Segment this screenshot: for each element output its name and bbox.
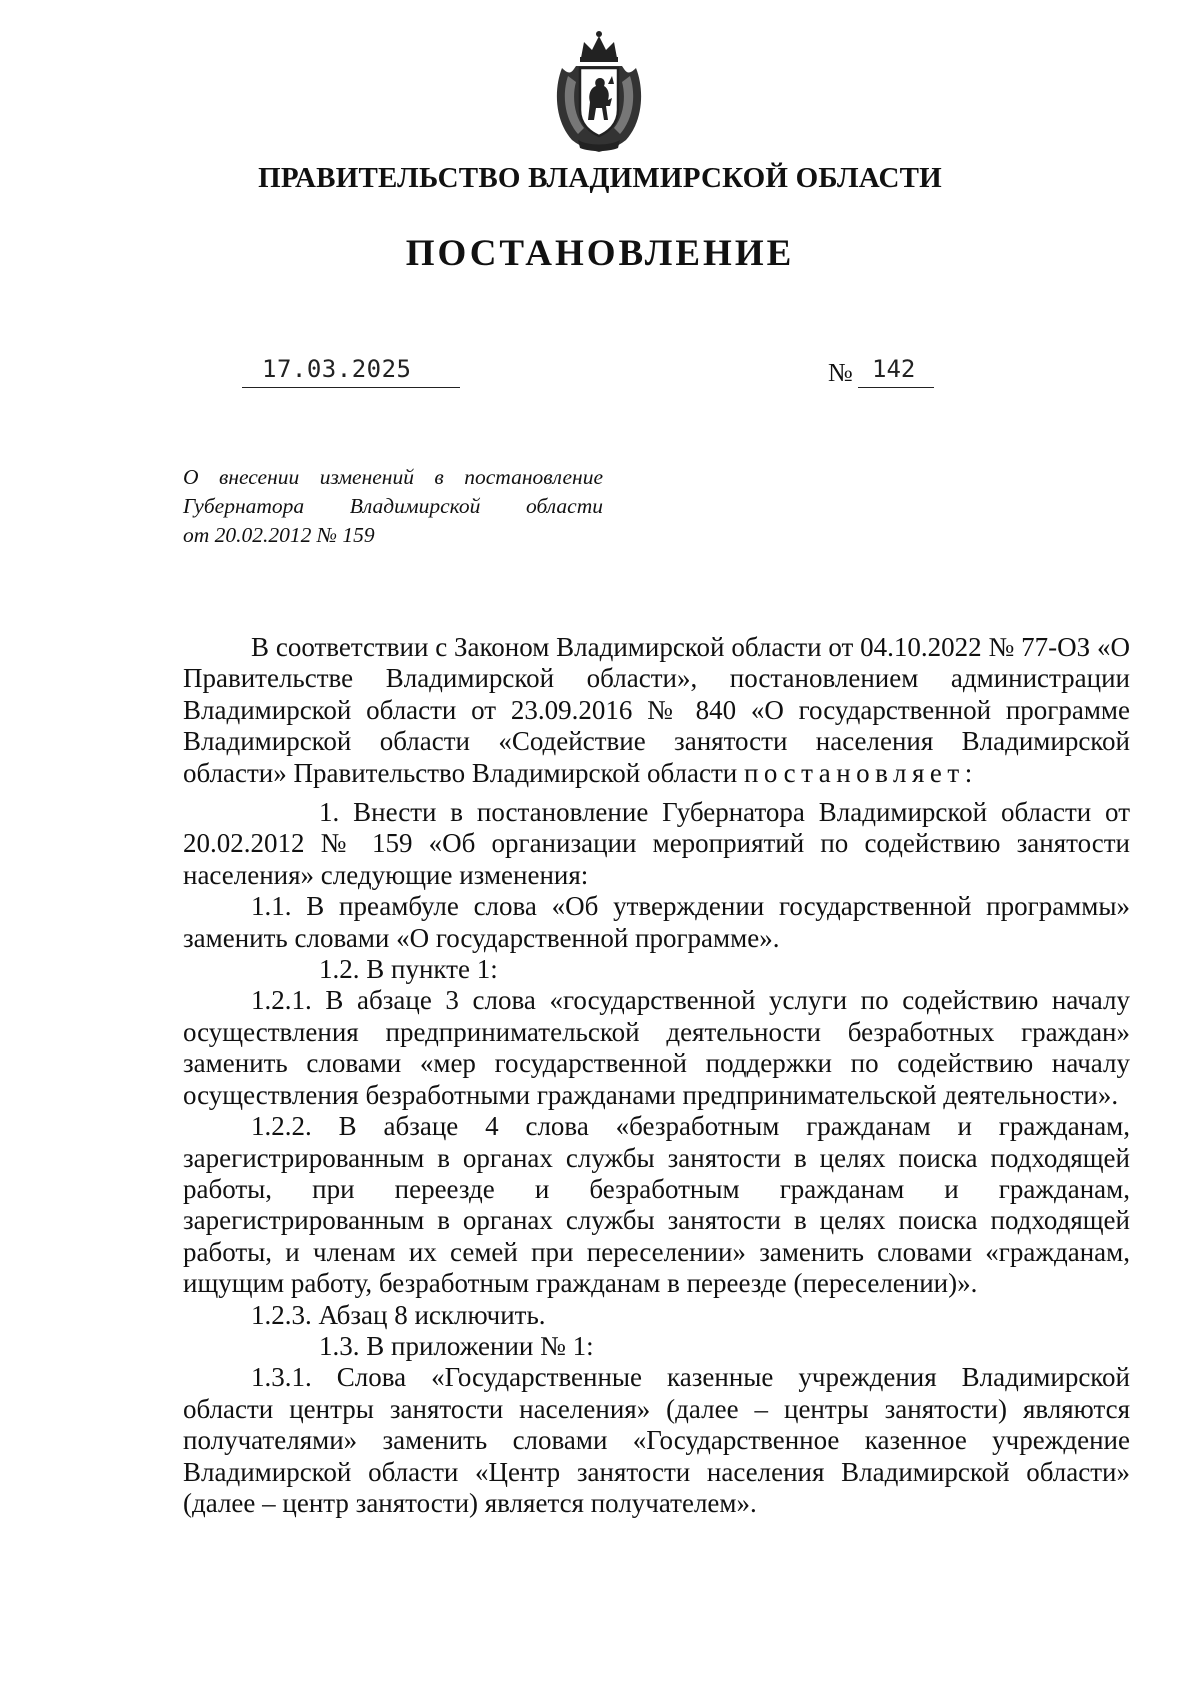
document-subject (183, 463, 603, 550)
preamble-verb: постановляет: (743, 757, 978, 788)
coat-of-arms-icon (548, 28, 650, 156)
clause-text: В абзаце 4 слова «безработным гражданам и гражданам, зарегистрированным в органах службы занятости в целях поиска подходящей работы, при переезде и безработным гражданам и гражданам, зарегистрированным в органах службы занятости в целях поиска подходящей работы, и членам их семей при переселении» заменить словами «гражданам, ищущим работу, безработным гражданам в переезде (переселении)». (183, 1111, 1131, 1299)
clause-number: 1.2. (319, 954, 360, 985)
preamble-paragraph (183, 632, 1130, 789)
clause-text: Внести в постановление Губернатора Владимирской области от 20.02.2012 № 159 «Об организации мероприятий по содействию занятости населения» следующие изменения: (183, 797, 1130, 890)
clause-paragraph (183, 891, 1130, 954)
clause-paragraph (183, 797, 1130, 891)
date-underline (242, 387, 460, 388)
clause-paragraph (183, 1300, 1130, 1331)
clause-text: Слова «Государственные казенные учреждения Владимирской области центры занятости населения» (далее – центры занятости) являются получателями» заменить словами «Государственное казенное учреждение Владимирской области «Центр занятости населения Владимирской области» (далее – центр занятости) является получателем». (183, 1362, 1130, 1518)
clause-number: 1.1. (251, 891, 292, 922)
clause-text: В пункте 1: (366, 954, 498, 985)
clause-paragraph (183, 1362, 1130, 1519)
clause-paragraph (183, 1331, 1130, 1362)
number-sign: № (828, 358, 853, 387)
clause-paragraph (183, 954, 1130, 985)
clause-number: 1.3.1. (251, 1362, 312, 1393)
subject-line: Губернатора Владимирской области (183, 494, 603, 518)
clause-number: 1.2.2. (251, 1111, 312, 1142)
clause-text: В абзаце 3 слова «государственной услуги по содействию началу осуществления предпринимательской деятельности безработных граждан» заменить словами «мер государственной поддержки по содействию началу осуществления безработными гражданами предпринимательской деятельности». (183, 985, 1130, 1110)
document-type-title: ПОСТАНОВЛЕНИЕ (405, 233, 795, 274)
clause-number: 1.3. (319, 1330, 360, 1361)
subject-line: от 20.02.2012 № 159 (183, 523, 375, 547)
clause-paragraph (183, 985, 1130, 1111)
document-date: 17.03.2025 (262, 355, 412, 383)
preamble-text: В соответствии с Законом Владимирской области от 04.10.2022 № 77-ОЗ «О Правительстве Владимирской области», постановлением администрации Владимирской области от 23.09.2016 № 840 «О государственной программе Владимирской области «Содействие занятости населения Владимирской области» Правительство Владимирской области (183, 632, 1130, 788)
clause-paragraph (183, 1111, 1130, 1299)
clause-text: В приложении № 1: (366, 1330, 594, 1361)
subject-line: О внесении изменений в постановление (183, 465, 603, 489)
clause-number: 1.2.1. (251, 985, 312, 1016)
clause-text: Абзац 8 исключить. (318, 1299, 546, 1330)
clause-text: В преамбуле слова «Об утверждении государственной программы» заменить словами «О государственной программе». (183, 891, 1130, 953)
clause-number: 1. (319, 797, 340, 828)
organization-title: ПРАВИТЕЛЬСТВО ВЛАДИМИРСКОЙ ОБЛАСТИ (258, 162, 942, 194)
document-body (183, 632, 1130, 1519)
document-number: 142 (872, 355, 916, 383)
clause-number: 1.2.3. (251, 1299, 312, 1330)
number-underline (858, 387, 934, 388)
